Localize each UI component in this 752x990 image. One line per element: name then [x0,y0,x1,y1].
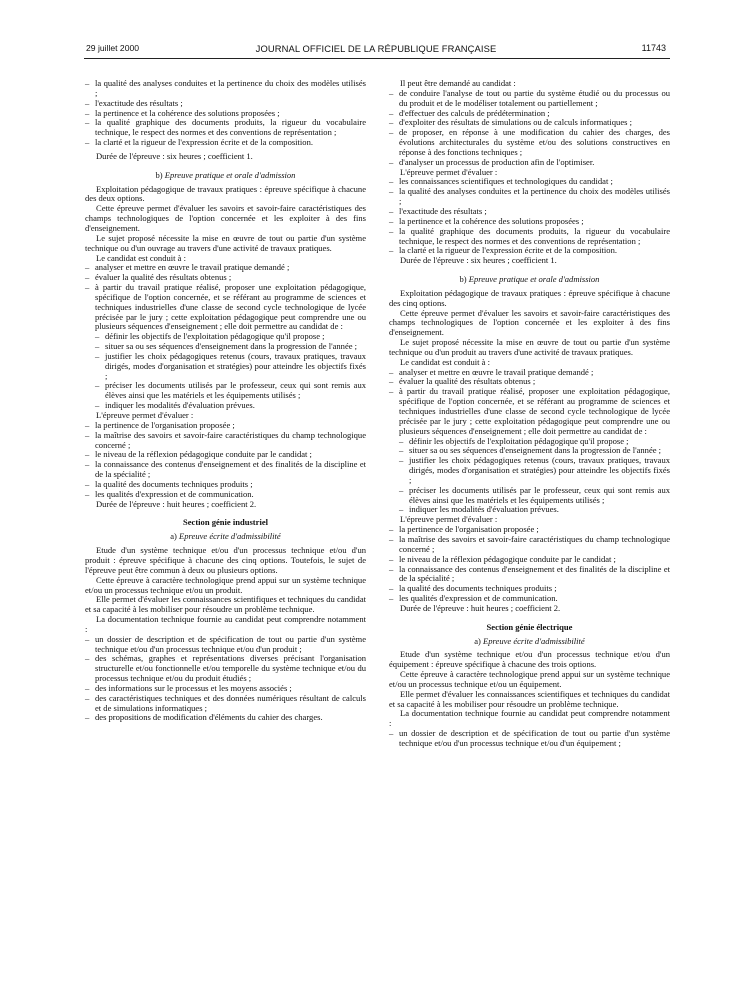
list-item: – à partir du travail pratique réalisé, proposer une exploitation pédagogique, spécifique de l'option concernée, et se référant au programme de sciences et techniques industrielles d'une classe de second cycle technologique de lycée précisée par le jury ; cette exploitation pédagogique peut comprendre une ou plusieurs séquences d'enseignement ; elle doit permettre au candidat de : [389,387,670,436]
evaluation-list [389,177,670,256]
header-page-number: 11743 [641,43,666,53]
permet-list [85,421,366,500]
paragraph: La documentation technique fournie au candidat peut comprendre notamment : [389,708,670,729]
subsection-number: b) [155,169,163,180]
conduit-list [85,263,366,411]
documentation-list [85,635,366,724]
subsection-number: b) [459,274,467,285]
paragraph: L'épreuve permet d'évaluer : [400,514,498,525]
list-item: – la pertinence de l'organisation proposée ; [85,421,366,431]
list-item: – analyser et mettre en œuvre le travail pratique demandé ; [85,263,366,273]
sub-list-item: – préciser les documents utilisés par le professeur, ceux qui sont remis aux élèves ainsi que les matériels et les équipements utilisés ; [389,486,670,506]
paragraph: Etude d'un système technique et/ou d'un processus technique et/ou d'un produit : épreuve spécifique à chacune des cinq options. Toutefois, le sujet de l'épreuve peut être commun à deux ou plusieurs options. [85,545,366,575]
sub-list-item: – indiquer les modalités d'évaluation prévues. [389,505,670,515]
permet-list [389,525,670,604]
list-item: – des informations sur le processus et les moyens associés ; [85,684,366,694]
subsection-heading [85,171,366,181]
paragraph: Cette épreuve permet d'évaluer les savoirs et savoir-faire caractéristiques des champs technologiques de l'option concernée et les exploiter à des fins d'enseignement. [85,203,366,233]
paragraph: Elle permet d'évaluer les connaissances scientifiques et techniques du candidat et sa capacité à les mobiliser pour résoudre un problème technique. [389,688,670,709]
section-heading: Section génie industriel [183,517,268,528]
subsection-number: a) [170,531,177,542]
list-item: – d'exploiter des résultats de simulations ou de calculs informatiques ; [389,118,670,128]
paragraph: Cette épreuve à caractère technologique prend appui sur un système technique et/ou un processus technique et/ou un équipement. [389,669,670,689]
evaluation-list [85,79,366,148]
list-item: – d'effectuer des calculs de prédétermination ; [389,109,670,119]
list-item: – l'exactitude des résultats ; [389,207,670,217]
list-item: – la maîtrise des savoirs et savoir-faire caractéristiques du champ technologique concerné ; [389,535,670,555]
list-item: – la clarté et la rigueur de l'expression écrite et de la composition. [85,138,366,148]
subsection-number: a) [474,635,481,646]
header-date: 29 juillet 2000 [86,43,140,53]
duration-line: Durée de l'épreuve : huit heures ; coefficient 2. [400,602,561,613]
section-heading: Section génie électrique [486,621,573,632]
paragraph: Cette épreuve à caractère technologique prend appui sur un système technique et/ou un processus technique et/ou un produit. [85,574,366,595]
paragraph: Le sujet proposé nécessite la mise en œuvre de tout ou partie d'un système technique ou d'un produit au travers d'une activité de travaux pratiques. [389,337,670,357]
list-item: – les qualités d'expression et de communication. [85,490,366,500]
list-item: – des caractéristiques techniques et des données numériques résultant de calculs et de simulations informatiques ; [85,694,366,714]
list-item: – un dossier de description et de spécification de tout ou partie d'un système technique et/ou d'un processus technique et/ou d'un produit ; [85,635,366,655]
sub-list-item: – justifier les choix pédagogiques retenus (cours, travaux pratiques, travaux dirigés, modes d'organisation et stratégies) pour atteindre les objectifs fixés ; [389,456,670,486]
subsection-title: Epreuve pratique et orale d'admission [468,274,600,285]
paragraph: Le candidat est conduit à : [96,252,186,263]
sub-list-item: – situer sa ou ses séquences d'enseignement dans la progression de l'année ; [85,342,366,352]
list-item: – la qualité des documents techniques produits ; [85,480,366,490]
conduit-list [389,368,670,516]
list-item: – de proposer, en réponse à une modification du cahier des charges, des évolutions architecturales du système et/ou des solutions constructives en réponse à des fonctions techniques ; [389,128,670,158]
paragraph: Elle permet d'évaluer les connaissances scientifiques et techniques du candidat et sa capacité à les mobiliser pour résoudre un problème technique. [85,594,366,615]
paragraph: L'épreuve permet d'évaluer : [96,410,194,420]
peut-list [389,89,670,168]
right-column [389,79,670,749]
sub-list-item: – situer sa ou ses séquences d'enseignement dans la progression de l'année ; [389,446,670,456]
subsection-title: Epreuve écrite d'admissibilité [483,635,585,646]
paragraph: Il peut être demandé au candidat : [400,78,516,88]
list-item: – la qualité graphique des documents produits, la rigueur du vocabulaire technique, le respect des normes et des conventions de représentation ; [85,118,366,138]
paragraph: L'épreuve permet d'évaluer : [400,166,498,177]
paragraph: La documentation technique fournie au candidat peut comprendre notamment : [85,614,366,634]
list-item: – des propositions de modification d'éléments du cahier des charges. [85,713,366,723]
paragraph: Cette épreuve permet d'évaluer les savoirs et savoir-faire caractéristiques des champs technologiques de l'option concernée et les exploiter à des fins d'enseignement. [389,307,670,338]
subsection-heading [389,637,670,647]
duration-line: Durée de l'épreuve : six heures ; coefficient 1. [400,255,557,266]
list-item: – analyser et mettre en œuvre le travail pratique demandé ; [389,368,670,378]
duration-line: Durée de l'épreuve : six heures ; coefficient 1. [96,150,253,161]
subsection-heading [389,275,670,285]
header-rule [84,58,670,59]
list-item: – à partir du travail pratique réalisé, proposer une exploitation pédagogique, spécifique de l'option concernée, et se référant au programme de sciences et techniques industrielles d'une classe de second cycle technologique de lycée précisée par le jury ; cette exploitation pédagogique peut comprendre une ou plusieurs séquences d'enseignement ; elle doit permettre au candidat de : [85,283,366,332]
paragraph: Le candidat est conduit à : [400,356,490,367]
subsection-title: Epreuve pratique et orale d'admission [164,169,296,180]
sub-list-item: – préciser les documents utilisés par le professeur, ceux qui sont remis aux élèves ainsi que les matériels et les équipements utilisés ; [85,381,366,401]
duration-line: Durée de l'épreuve : huit heures ; coefficient 2. [96,498,257,509]
list-item: – le niveau de la réflexion pédagogique conduite par le candidat ; [85,450,366,460]
sub-list-item: – définir les objectifs de l'exploitation pédagogique qu'il propose ; [85,332,366,342]
list-item: – un dossier de description et de spécification de tout ou partie d'un système technique et/ou d'un processus technique et/ou d'un équipement ; [389,729,670,749]
sub-list-item: – indiquer les modalités d'évaluation prévues. [85,401,366,411]
sub-list-item: – justifier les choix pédagogiques retenus (cours, travaux pratiques, travaux dirigés, modes d'organisation et stratégies) pour atteindre les objectifs fixés ; [85,352,366,382]
sub-list-item: – définir les objectifs de l'exploitation pédagogique qu'il propose ; [389,437,670,447]
list-item: – la qualité des analyses conduites et la pertinence du choix des modèles utilisés ; [389,187,670,207]
header-title: JOURNAL OFFICIEL DE LA RÉPUBLIQUE FRANÇAISE [255,43,497,54]
left-column [85,79,366,723]
list-item: – la pertinence et la cohérence des solutions proposées ; [85,109,366,119]
list-item: – la qualité des documents techniques produits ; [389,584,670,594]
documentation-list [389,729,670,749]
paragraph: Exploitation pédagogique de travaux pratiques : épreuve spécifique à chacune des deux options. [85,183,366,204]
list-item: – la pertinence de l'organisation proposée ; [389,525,670,535]
paragraph: Etude d'un système technique et/ou d'un processus technique et/ou d'un équipement : épreuve spécifique à chacune des trois options. [389,649,670,670]
list-item: – la qualité des analyses conduites et la pertinence du choix des modèles utilisés ; [85,79,366,99]
subsection-heading [85,532,366,542]
list-item: – évaluer la qualité des résultats obtenus ; [389,377,670,387]
list-item: – de conduire l'analyse de tout ou partie du système étudié ou du processus ou du produit et de le modéliser totalement ou partiellement ; [389,89,670,109]
paragraph: Le sujet proposé nécessite la mise en œuvre de tout ou partie d'un système technique ou d'un ouvrage au travers d'une activité de travaux pratiques. [85,232,366,253]
list-item: – la qualité graphique des documents produits, la rigueur du vocabulaire technique, le respect des normes et des conventions de représentation ; [389,227,670,247]
list-item: – les qualités d'expression et de communication. [389,594,670,604]
list-item: – la maîtrise des savoirs et savoir-faire caractéristiques du champ technologique concerné ; [85,431,366,451]
subsection-title: Epreuve écrite d'admissibilité [179,531,281,542]
list-item: – la connaissance des contenus d'enseignement et des finalités de la discipline et de la spécialité ; [85,460,366,480]
list-item: – des schémas, graphes et représentations diverses précisant l'organisation structurelle et/ou fonctionnelle et/ou temporelle du système technique et/ou du processus technique et/ou du produit étudiés ; [85,654,366,684]
list-item: – évaluer la qualité des résultats obtenus ; [85,273,366,283]
list-item: – le niveau de la réflexion pédagogique conduite par le candidat ; [389,555,670,565]
list-item: – la pertinence et la cohérence des solutions proposées ; [389,217,670,227]
list-item: – la connaissance des contenus d'enseignement et des finalités de la discipline et de la spécialité ; [389,565,670,585]
list-item: – les connaissances scientifiques et technologiques du candidat ; [389,177,670,187]
list-item: – la clarté et la rigueur de l'expression écrite et de la composition. [389,246,670,256]
list-item: – d'analyser un processus de production afin de l'optimiser. [389,158,670,168]
paragraph: Exploitation pédagogique de travaux pratiques : épreuve spécifique à chacune des cinq options. [389,287,670,308]
list-item: – l'exactitude des résultats ; [85,99,366,109]
